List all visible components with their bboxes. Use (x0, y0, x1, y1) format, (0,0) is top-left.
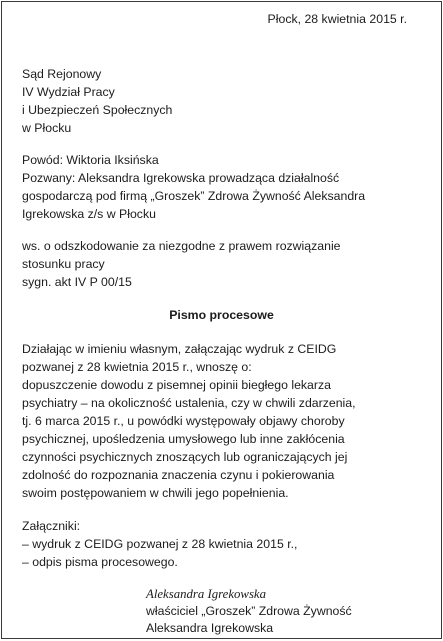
body-line: psychicznej, upośledzenia umysłowego lub inne zakłócenia (22, 432, 345, 446)
court-line: IV Wydział Pracy (22, 85, 115, 99)
body-line: Działając w imieniu własnym, załączając wydruk z CEIDG (22, 342, 337, 356)
document-title: Pismo procesowe (169, 308, 274, 322)
date-place: Płock, 28 kwietnia 2015 r. (267, 12, 407, 26)
attachments-heading: Załączniki: (22, 519, 81, 533)
body-line: dopuszczenie dowodu z pisemnej opinii biegłego lekarza (22, 378, 331, 392)
body-line: swoim postępowaniem w chwili jego popełnienia. (22, 486, 289, 500)
letter-page (1, 1, 442, 639)
case-number: sygn. akt IV P 00/15 (22, 275, 132, 289)
defendant-line: gospodarczą pod firmą „Groszek” Zdrowa Żywność Aleksandra (22, 189, 366, 203)
signature-role: Aleksandra Igrekowska (146, 621, 274, 635)
signature-role: właściciel „Groszek” Zdrowa Żywność (146, 604, 352, 618)
case-line: stosunku pracy (22, 257, 105, 271)
defendant-line: Igrekowska z/s w Płocku (22, 207, 156, 221)
attachment-item: – wydruk z CEIDG pozwanej z 28 kwietnia 2015 r., (22, 537, 298, 551)
body-line: psychiatry – na okoliczność ustalenia, czy w chwili zdarzenia, (22, 396, 356, 410)
body-line: tj. 6 marca 2015 r., u powódki występowały objawy choroby (22, 414, 345, 428)
court-line: i Ubezpieczeń Społecznych (22, 103, 173, 117)
plaintiff-line: Powód: Wiktoria Iksińska (22, 153, 159, 167)
defendant-line: Pozwany: Aleksandra Igrekowska prowadząca działalność (22, 171, 340, 185)
attachment-item: – odpis pisma procesowego. (22, 555, 178, 569)
signature-name: Aleksandra Igrekowska (146, 587, 267, 601)
body-line: czynności psychicznych znoszących lub ograniczających jej (22, 450, 348, 464)
body-line: pozwanej z 28 kwietnia 2015 r., wnoszę o: (22, 360, 252, 374)
court-line: w Płocku (22, 121, 72, 135)
case-line: ws. o odszkodowanie za niezgodne z prawem rozwiązanie (22, 239, 341, 253)
court-line: Sąd Rejonowy (22, 67, 102, 81)
body-line: zdolność do rozpoznania znaczenia czynu i pokierowania (22, 468, 335, 482)
